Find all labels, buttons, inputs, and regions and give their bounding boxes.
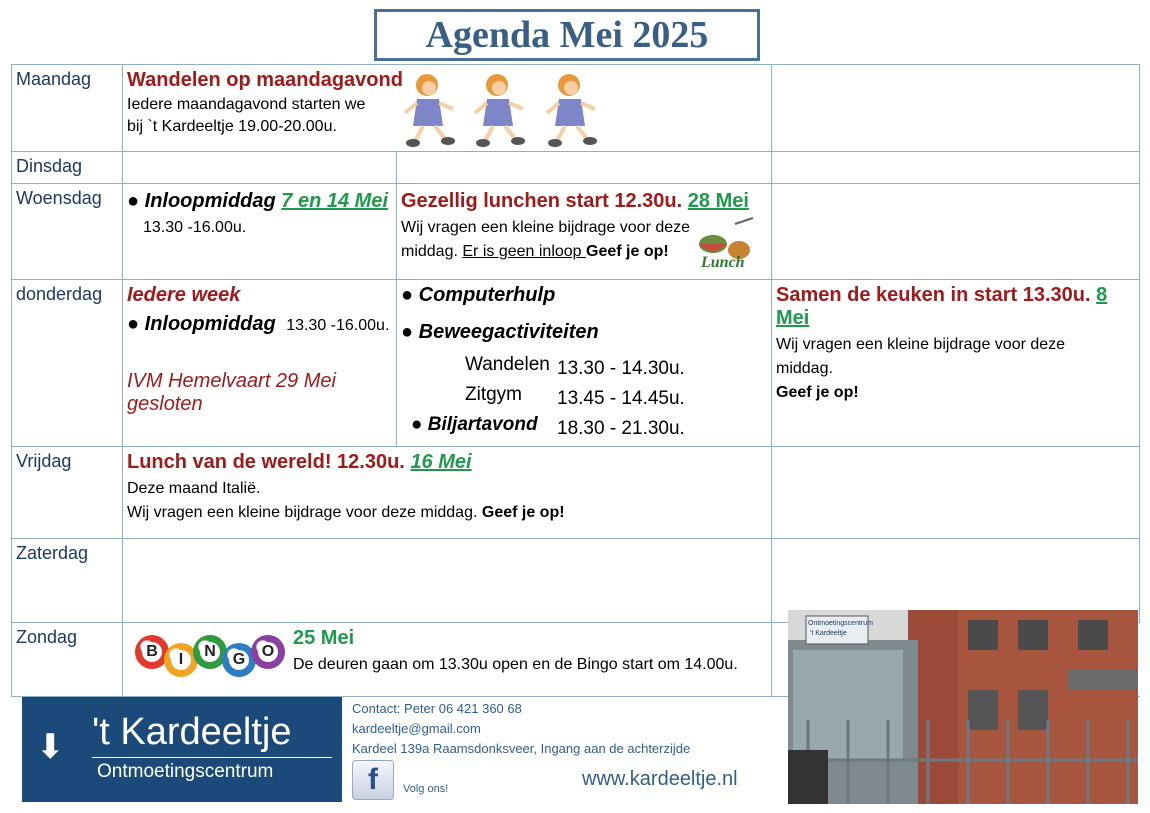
- vrijdag-content: [123, 447, 772, 539]
- agenda-title: Agenda Mei 2025: [425, 14, 709, 56]
- donderdag-beweeg: ● Beweegactiviteiten: [401, 321, 599, 343]
- day-zaterdag: Zaterdag: [12, 539, 123, 623]
- woensdag-inloop-time: 13.30 -16.00u.: [143, 219, 247, 236]
- woensdag-inloop-dates: 7 en 14 Mei: [281, 190, 389, 212]
- kardeeltje-logo: [22, 697, 342, 802]
- bingo-ball: I: [164, 643, 198, 677]
- day-zondag: Zondag: [12, 623, 123, 697]
- donderdag-activities: [397, 280, 772, 447]
- woensdag-lunch-line2a: middag.: [401, 243, 458, 260]
- woensdag-lunch-title: Gezellig lunchen start 12.30u.: [401, 190, 683, 212]
- donderdag-biljart: ● Biljartavond: [411, 414, 538, 435]
- donderdag-keuken-line1: Wij vragen een kleine bijdrage voor deze: [776, 336, 1066, 353]
- zondag-line: De deuren gaan om 13.30u open en de Bingo start om 14.00u.: [293, 656, 738, 673]
- contact-text: Contact: Peter 06 421 360 68: [352, 701, 522, 716]
- woensdag-lunch-line2c: Geef je op!: [586, 243, 669, 260]
- vrijdag-line2: Wij vragen een kleine bijdrage voor deze middag.: [127, 504, 478, 521]
- donderdag-computer: ● Computerhulp: [401, 284, 556, 306]
- maandag-empty: [772, 65, 1140, 152]
- day-woensdag: Woensdag: [12, 184, 123, 280]
- walking-people-icon: [395, 71, 610, 149]
- agenda-table: [11, 64, 1140, 697]
- bingo-ball: G: [222, 643, 256, 677]
- woensdag-empty: [772, 184, 1140, 280]
- bingo-ball: N: [193, 635, 227, 669]
- day-vrijdag: Vrijdag: [12, 447, 123, 539]
- donderdag-inloop: [123, 280, 397, 447]
- dinsdag-col2: [397, 152, 772, 184]
- donderdag-keuken-line3: Geef je op!: [776, 384, 859, 401]
- vrijdag-line2b: Geef je op!: [481, 504, 565, 521]
- donderdag-inloop-time: 13.30 -16.00u.: [286, 317, 390, 334]
- maandag-heading: Wandelen op maandagavond: [127, 69, 403, 91]
- zaterdag-col1: [123, 539, 772, 623]
- maandag-line1: Iedere maandagavond starten we: [127, 96, 366, 113]
- woensdag-inloop-title: ● Inloopmiddag: [127, 190, 276, 212]
- email-link[interactable]: kardeeltje@gmail.com: [352, 721, 481, 736]
- address-text: Kardeel 139a Raamsdonksveer, Ingang aan de achterzijde: [352, 741, 691, 756]
- woensdag-lunch: [397, 184, 772, 280]
- maandag-content: [123, 65, 772, 152]
- lunch-icon-label: Lunch: [701, 254, 745, 271]
- day-donderdag: donderdag: [12, 280, 123, 447]
- day-dinsdag: Dinsdag: [12, 152, 123, 184]
- row-woensdag: [12, 184, 1140, 280]
- donderdag-week: Iedere week: [127, 284, 241, 306]
- donderdag-keuken-date: 8 Mei: [776, 284, 1108, 329]
- bingo-ball: B: [135, 635, 169, 669]
- vrijdag-line1: Deze maand Italië.: [127, 480, 261, 497]
- donderdag-zitgym: Zitgym: [465, 384, 522, 405]
- vrijdag-title: Lunch van de wereld! 12.30u.: [127, 451, 405, 473]
- bingo-ball: O: [251, 635, 285, 669]
- vrijdag-empty: [772, 447, 1140, 539]
- woensdag-inloop: [123, 184, 397, 280]
- maandag-line2: bij `t Kardeeltje 19.00-20.00u.: [127, 118, 337, 135]
- donderdag-biljart-time: 18.30 - 21.30u.: [557, 418, 685, 439]
- dinsdag-col3: [772, 152, 1140, 184]
- donderdag-keuken-line2: middag.: [776, 360, 833, 377]
- facebook-icon[interactable]: f: [352, 760, 394, 800]
- row-donderdag: [12, 280, 1140, 447]
- website-link[interactable]: www.kardeeltje.nl: [582, 768, 738, 790]
- donderdag-zitgym-time: 13.45 - 14.45u.: [557, 388, 685, 409]
- photo-sign-line2: 't Kardeeltje: [810, 630, 847, 637]
- bingo-balls: [135, 635, 285, 685]
- arrow-down-icon: ⬇: [36, 728, 65, 766]
- donderdag-closed: IVM Hemelvaart 29 Mei gesloten: [127, 370, 336, 415]
- dinsdag-col1: [123, 152, 397, 184]
- donderdag-wandelen-time: 13.30 - 14.30u.: [557, 358, 685, 379]
- zondag-date: 25 Mei: [293, 627, 355, 649]
- donderdag-inloop-title: ● Inloopmiddag: [127, 313, 276, 335]
- follow-text: Volg ons!: [403, 783, 449, 795]
- zondag-content: [123, 623, 772, 697]
- lunch-icon: [695, 214, 759, 274]
- woensdag-lunch-line1: Wij vragen een kleine bijdrage voor deze: [401, 219, 691, 236]
- logo-sub: Ontmoetingscentrum: [97, 761, 274, 782]
- donderdag-wandelen: Wandelen: [465, 354, 550, 375]
- row-maandag: [12, 65, 1140, 152]
- row-dinsdag: [12, 152, 1140, 184]
- woensdag-lunch-date: 28 Mei: [687, 190, 749, 212]
- logo-name: 't Kardeeltje: [92, 711, 292, 753]
- row-vrijdag: [12, 447, 1140, 539]
- woensdag-lunch-line2b: Er is geen inloop: [462, 243, 587, 260]
- photo-sign-line1: Ontmoetingscentrum: [808, 620, 873, 627]
- vrijdag-date: 16 Mei: [410, 451, 472, 473]
- donderdag-keuken-title: Samen de keuken in start 13.30u.: [776, 284, 1091, 306]
- donderdag-keuken: [772, 280, 1140, 447]
- building-photo: [788, 610, 1138, 804]
- day-maandag: Maandag: [12, 65, 123, 152]
- agenda-title-box: [374, 9, 760, 61]
